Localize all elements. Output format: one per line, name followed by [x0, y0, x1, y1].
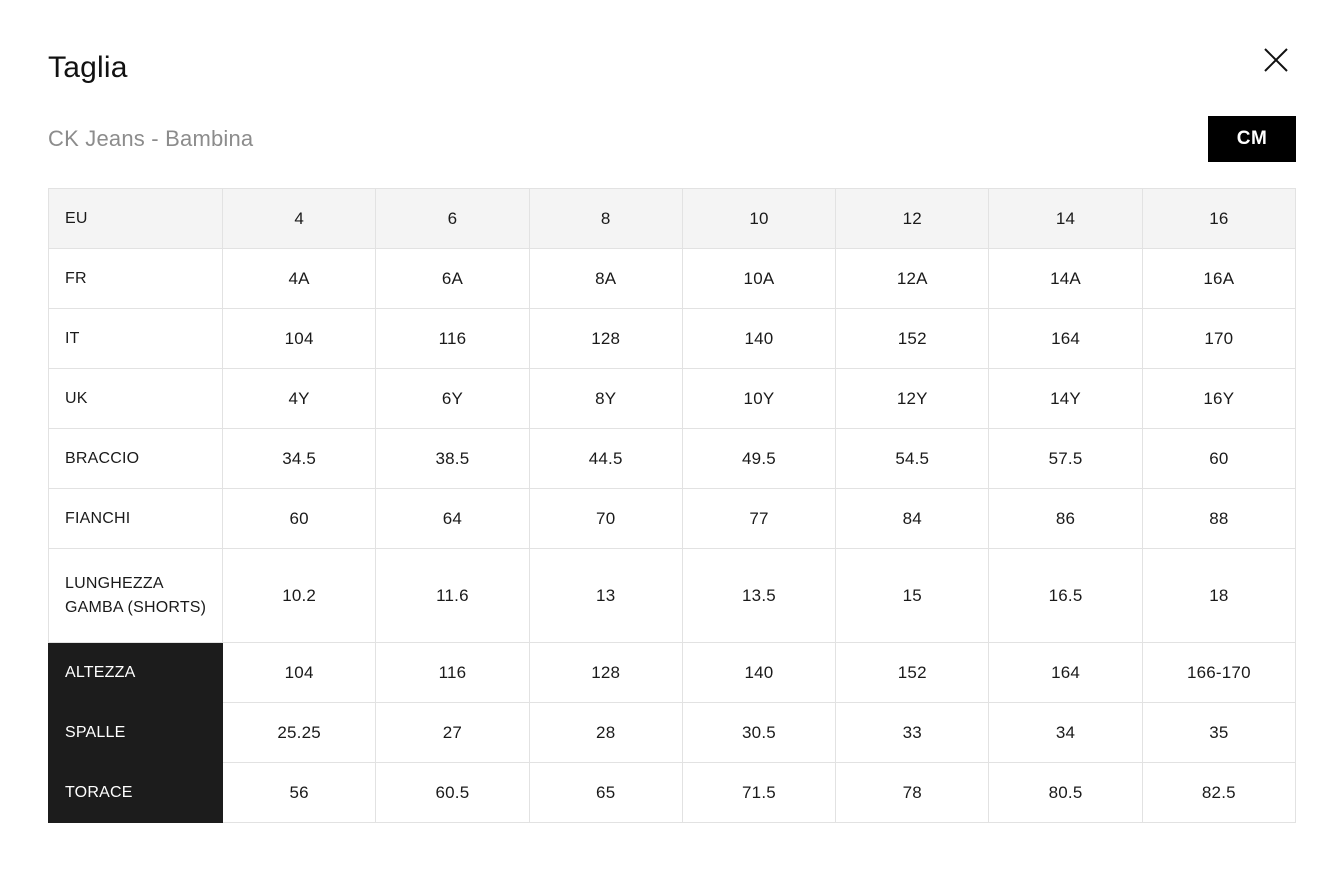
table-cell: 33 [836, 703, 989, 763]
table-cell: 170 [1142, 309, 1295, 369]
size-table [48, 188, 1296, 823]
table-row [49, 763, 1296, 823]
table-cell: 4A [223, 249, 376, 309]
table-cell: 34.5 [223, 429, 376, 489]
table-cell: 12 [836, 189, 989, 249]
table-cell: 80.5 [989, 763, 1142, 823]
subtitle-row [48, 116, 1296, 162]
table-cell: 30.5 [682, 703, 835, 763]
row-header: FR [49, 249, 223, 309]
table-cell: 10 [682, 189, 835, 249]
table-cell: 152 [836, 643, 989, 703]
table-cell: 65 [529, 763, 682, 823]
table-row [49, 549, 1296, 643]
row-header: FIANCHI [49, 489, 223, 549]
table-cell: 77 [682, 489, 835, 549]
table-cell: 8A [529, 249, 682, 309]
table-cell: 34 [989, 703, 1142, 763]
table-row [49, 369, 1296, 429]
size-table-body [49, 189, 1296, 823]
table-cell: 140 [682, 643, 835, 703]
table-cell: 166-170 [1142, 643, 1295, 703]
table-cell: 8Y [529, 369, 682, 429]
table-cell: 140 [682, 309, 835, 369]
table-cell: 10Y [682, 369, 835, 429]
table-row [49, 309, 1296, 369]
table-cell: 35 [1142, 703, 1295, 763]
table-cell: 14Y [989, 369, 1142, 429]
table-cell: 11.6 [376, 549, 529, 643]
table-cell: 54.5 [836, 429, 989, 489]
table-cell: 14 [989, 189, 1142, 249]
table-cell: 128 [529, 309, 682, 369]
table-cell: 86 [989, 489, 1142, 549]
table-cell: 57.5 [989, 429, 1142, 489]
table-cell: 64 [376, 489, 529, 549]
table-cell: 27 [376, 703, 529, 763]
table-cell: 14A [989, 249, 1142, 309]
table-cell: 25.25 [223, 703, 376, 763]
table-cell: 44.5 [529, 429, 682, 489]
table-cell: 70 [529, 489, 682, 549]
close-icon [1261, 45, 1291, 75]
table-cell: 49.5 [682, 429, 835, 489]
table-cell: 78 [836, 763, 989, 823]
table-cell: 104 [223, 643, 376, 703]
table-cell: 10A [682, 249, 835, 309]
table-cell: 84 [836, 489, 989, 549]
row-header: BRACCIO [49, 429, 223, 489]
table-cell: 6Y [376, 369, 529, 429]
row-header: TORACE [49, 763, 223, 823]
row-header: IT [49, 309, 223, 369]
table-cell: 16A [1142, 249, 1295, 309]
table-cell: 60.5 [376, 763, 529, 823]
product-subtitle: CK Jeans - Bambina [48, 126, 254, 151]
table-cell: 16 [1142, 189, 1295, 249]
row-header: ALTEZZA [49, 643, 223, 703]
table-cell: 15 [836, 549, 989, 643]
table-cell: 4Y [223, 369, 376, 429]
table-cell: 8 [529, 189, 682, 249]
table-cell: 60 [223, 489, 376, 549]
table-cell: 116 [376, 309, 529, 369]
table-cell: 56 [223, 763, 376, 823]
table-cell: 6A [376, 249, 529, 309]
table-cell: 88 [1142, 489, 1295, 549]
table-row [49, 489, 1296, 549]
table-row [49, 189, 1296, 249]
page-title: Taglia [48, 51, 128, 84]
table-cell: 16.5 [989, 549, 1142, 643]
table-cell: 16Y [1142, 369, 1295, 429]
table-cell: 28 [529, 703, 682, 763]
row-header: LUNGHEZZA GAMBA (SHORTS) [49, 549, 223, 643]
table-cell: 18 [1142, 549, 1295, 643]
table-cell: 38.5 [376, 429, 529, 489]
table-cell: 60 [1142, 429, 1295, 489]
table-cell: 13 [529, 549, 682, 643]
unit-toggle-button[interactable]: CM [1208, 116, 1296, 162]
table-row [49, 643, 1296, 703]
table-cell: 71.5 [682, 763, 835, 823]
table-row [49, 429, 1296, 489]
table-row [49, 249, 1296, 309]
table-cell: 164 [989, 309, 1142, 369]
table-row [49, 703, 1296, 763]
table-cell: 104 [223, 309, 376, 369]
row-header: EU [49, 189, 223, 249]
row-header: SPALLE [49, 703, 223, 763]
table-cell: 12A [836, 249, 989, 309]
table-cell: 10.2 [223, 549, 376, 643]
table-cell: 4 [223, 189, 376, 249]
row-header: UK [49, 369, 223, 429]
table-cell: 152 [836, 309, 989, 369]
table-cell: 116 [376, 643, 529, 703]
table-cell: 6 [376, 189, 529, 249]
table-cell: 82.5 [1142, 763, 1295, 823]
close-button[interactable] [1256, 40, 1296, 80]
table-cell: 164 [989, 643, 1142, 703]
table-cell: 13.5 [682, 549, 835, 643]
table-cell: 12Y [836, 369, 989, 429]
table-cell: 128 [529, 643, 682, 703]
